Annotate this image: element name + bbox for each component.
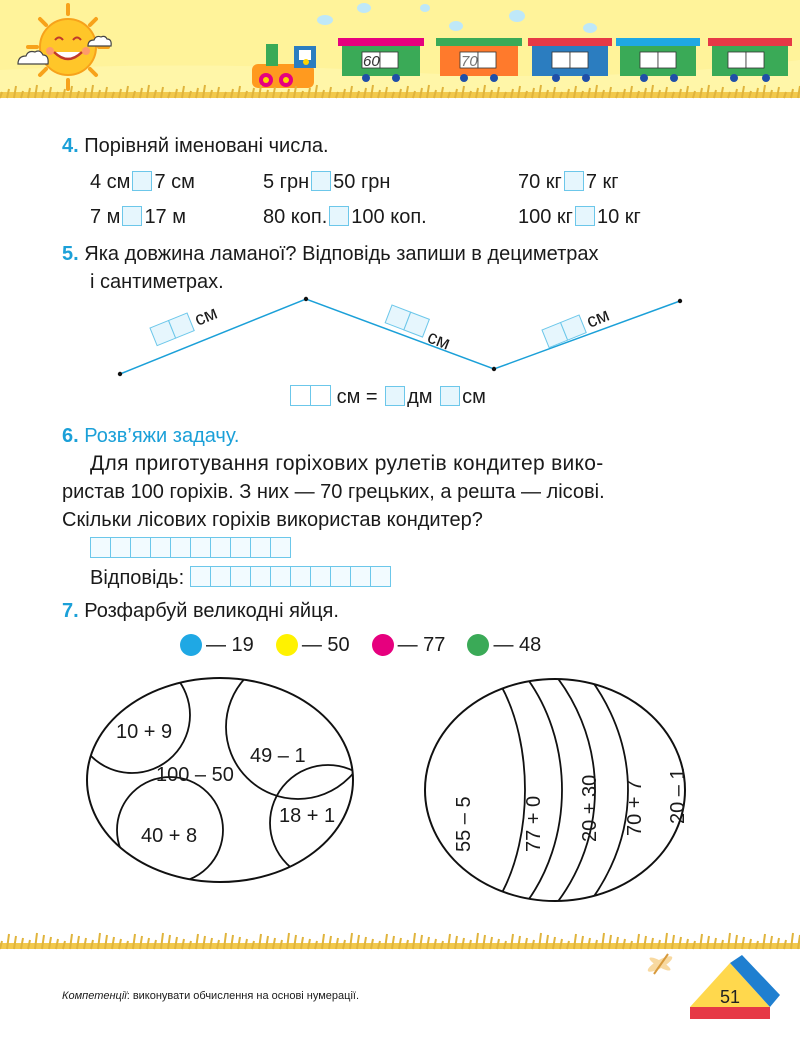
compare-right: 7 см <box>154 171 195 193</box>
compare-item <box>518 170 619 194</box>
compare-box[interactable] <box>329 206 349 226</box>
vertex-point <box>678 299 682 303</box>
compare-box[interactable] <box>564 171 584 191</box>
egg2-region <box>420 676 595 906</box>
vertex-point <box>118 372 122 376</box>
task-number: 6. <box>62 425 79 447</box>
wagon-2-number: 70 <box>461 53 478 70</box>
vertex-point <box>492 367 496 371</box>
compare-item <box>518 205 641 229</box>
compare-right: 10 кг <box>596 206 641 228</box>
task6-title: Розв’яжи задачу. <box>84 425 240 447</box>
egg1-expression: 49 – 1 <box>250 745 306 767</box>
compare-box[interactable] <box>311 171 331 191</box>
competence-label: Компетенції <box>62 990 127 1002</box>
segment-label-1 <box>150 303 221 348</box>
compare-right: 7 кг <box>585 171 619 193</box>
task-number: 5. <box>62 243 79 265</box>
answer-cells[interactable] <box>190 566 391 587</box>
compare-right: 100 коп. <box>351 206 427 228</box>
compare-item <box>263 170 390 194</box>
page-number-badge <box>680 955 780 1025</box>
task5-line2: і сантиметрах. <box>90 271 224 293</box>
header-illustration <box>0 0 800 115</box>
egg2-region <box>420 676 525 906</box>
egg1-expression: 18 + 1 <box>279 805 336 827</box>
eq-cm-label: см = <box>336 386 378 408</box>
egg2-expression: 77 + 0 <box>523 795 545 852</box>
segment-label-3 <box>542 305 613 350</box>
dm-box[interactable] <box>385 386 405 406</box>
egg1-region <box>226 670 370 799</box>
task-number: 4. <box>62 135 79 157</box>
legend-item <box>276 633 350 657</box>
legend-swatch <box>276 634 298 656</box>
legend-swatch <box>180 634 202 656</box>
legend-item <box>180 633 254 657</box>
eq-cm2-label: см <box>462 386 486 408</box>
wagon-1-number: 60 <box>363 53 380 70</box>
task6-heading <box>62 424 239 448</box>
vertex-point <box>304 297 308 301</box>
legend-label: — 77 <box>397 634 446 656</box>
task-number: 7. <box>62 600 79 622</box>
compare-left: 4 см <box>90 171 131 193</box>
legend-swatch <box>467 634 489 656</box>
egg2-expression: 70 + 7 <box>624 779 646 836</box>
wagon-3 <box>528 38 612 82</box>
wagon-1 <box>338 38 424 82</box>
length-equation <box>290 385 486 409</box>
wagon-5 <box>708 38 792 82</box>
answer-label: Відповідь: <box>90 567 185 589</box>
cm-box[interactable] <box>440 386 460 406</box>
egg1-expression: 40 + 8 <box>141 825 198 847</box>
task6-line1: Для приготування горіхових рулетів кондитер вико- <box>90 452 604 475</box>
compare-left: 70 кг <box>518 171 562 193</box>
compare-box[interactable] <box>575 206 595 226</box>
compare-box[interactable] <box>122 206 142 226</box>
compare-left: 80 коп. <box>263 206 328 228</box>
wagon-4 <box>616 38 700 82</box>
compare-right: 50 грн <box>333 171 391 193</box>
eq-dm-label: дм <box>407 386 433 408</box>
compare-left: 100 кг <box>518 206 573 228</box>
legend-label: — 19 <box>206 634 254 656</box>
easter-egg-1[interactable] <box>70 670 370 890</box>
compare-box[interactable] <box>132 171 152 191</box>
compare-right: 17 м <box>144 206 186 228</box>
wagon-2 <box>436 38 522 82</box>
answer-cells[interactable] <box>290 385 331 406</box>
competence-note <box>62 990 359 1002</box>
task7-heading <box>62 599 339 623</box>
page-number: 51 <box>720 987 741 1007</box>
compare-left: 5 грн <box>263 171 310 193</box>
solution-cells[interactable] <box>90 537 291 560</box>
answer-line <box>90 566 391 590</box>
task5-line1: Яка довжина ламаної? Відповідь запиши в дециметрах <box>84 243 599 265</box>
egg1-expression: 10 + 9 <box>116 721 173 743</box>
easter-egg-2[interactable] <box>420 676 700 906</box>
legend-label: — 50 <box>301 634 350 656</box>
compare-left: 7 м <box>90 206 121 228</box>
egg2-expression: 20 + 30 <box>579 774 601 842</box>
segment-unit: см <box>583 304 613 333</box>
task6-line2: ристав 100 горіхів. З них — 70 грецьких, а решта — лісові. <box>62 481 605 503</box>
compare-item <box>90 170 195 194</box>
egg1-expression: 100 – 50 <box>156 764 234 786</box>
segment-label-2 <box>382 305 455 354</box>
compare-item <box>263 205 427 229</box>
competence-text: : виконувати обчислення на основі нумерації. <box>126 990 360 1002</box>
legend-item <box>372 633 446 657</box>
task4-heading <box>62 134 329 158</box>
segment-unit: см <box>191 302 221 331</box>
task5-heading <box>62 242 599 266</box>
dragonfly-icon <box>640 950 680 980</box>
legend-swatch <box>372 634 394 656</box>
broken-line-diagram <box>0 290 800 385</box>
task7-title: Розфарбуй великодні яйця. <box>84 600 339 622</box>
color-legend <box>180 633 541 657</box>
segment-unit: см <box>424 326 453 355</box>
compare-item <box>90 205 186 229</box>
egg2-expression: 55 – 5 <box>453 796 475 852</box>
egg2-region <box>420 676 562 906</box>
task6-line3: Скільки лісових горіхів використав кондитер? <box>62 509 483 531</box>
legend-label: — 48 <box>493 634 542 656</box>
egg2-expression: 20 – 1 <box>667 768 689 824</box>
task4-title: Порівняй іменовані числа. <box>84 135 329 157</box>
legend-item <box>467 633 541 657</box>
